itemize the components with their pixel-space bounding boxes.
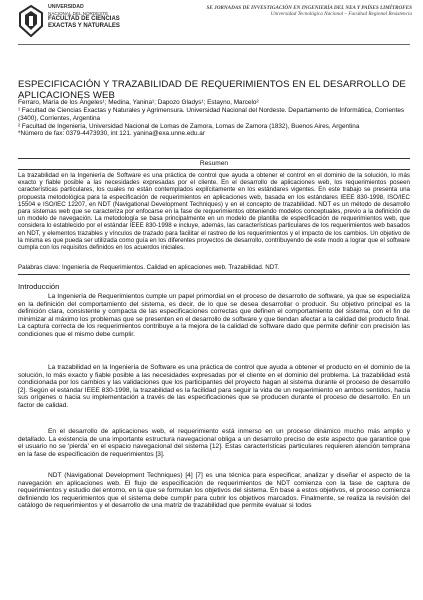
- affiliation-1: ¹ Facultad de Ciencias Exactas y Naturales y Agrimensura. Universidad Nacional del Nordeste. Departamento de Informática, Corrientes (3400), Corrientes, Argentina: [18, 107, 405, 122]
- conference-line-1: SE JORNADAS DE INVESTIGACIÓN EN INGENIERÍA DEL NEA Y PAÍSES LIMÍTROFES: [206, 5, 412, 11]
- logo-line-4: EXACTAS Y NATURALES: [48, 22, 120, 29]
- abstract-heading-bar: [18, 158, 410, 170]
- conference-line-2: Universidad Tecnológica Nacional – Facultad Regional Resistencia: [270, 11, 412, 18]
- paper-title: ESPECIFICACIÓN Y TRAZABILIDAD DE REQUERIMIENTOS EN EL DESARROLLO DE APLICACIONES WEB: [18, 79, 406, 101]
- logo-line-3: FACULTAD DE CIENCIAS: [48, 16, 120, 23]
- contact-line: *Número de fax: 0379-4473930, int 121. yanina@exa.unne.edu.ar: [18, 130, 205, 138]
- body-paragraph-4: NDT (Navigational Development Techniques) [4] [7] es una técnica para especificar, analizar y diseñar el aspecto de la navegación en aplicaciones web. El flujo de especificación de requerimientos de NDT comienza con la fase de captura de requerimientos y estudio del entorno, en la que se formulan los objetivos del sistema. En base a estos objetivos, el proceso comienza definiendo los requerimientos que el sistema debe cumplir para cubrir los objetivos marcados. Finalmente, se realiza la revisión del catálogo de requerimientos y el desarrollo de una matriz de trazabilidad que permite evaluar si todos: [18, 472, 410, 510]
- affiliations: [18, 107, 410, 138]
- logo-line-1: UNIVERSIDAD: [48, 4, 84, 10]
- logo-wordmark: [48, 5, 138, 30]
- abstract-heading: Resumen: [199, 160, 229, 167]
- unne-emblem-icon: [18, 4, 44, 38]
- body-paragraph-2: La trazabilidad en la Ingeniería de Software es una práctica de control que ayuda a obtener el producto en el dominio de la solución, lo más exacto y fiable posible a las necesidades expresadas por el cliente en el dominio del problema. La trazabilidad está condicionada por los cambios y las validaciones que los participantes del proyecto hagan al sistema durante el proceso de desarrollo [2]. Según el estándar IEEE 830-1998, la trazabilidad es la facilidad para seguir la vida de un requerimiento en ambos sentidos, hacia sus orígenes o hacia su implementación a través de las especificaciones que se producen durante el proceso de desarrollo. En un factor de calidad.: [18, 364, 410, 409]
- abstract-rule: [18, 274, 410, 275]
- header-rule: [18, 44, 410, 45]
- page-header: [0, 0, 423, 46]
- university-logo: [18, 4, 134, 40]
- conference-header: [150, 5, 412, 18]
- body-paragraph-1: La Ingeniería de Requerimientos cumple un papel primordial en el proceso de desarrollo de software, ya que se especializa en la definición del comportamiento del sistema, es decir, de lo que se desea desarrollar o producir. Su objetivo principal es la definición clara, consistente y compacta de las especificaciones correctas que definen el comportamiento del sistema, con el fin de minimizar al máximo los problemas que se presenten en el desarrollo de software y que tiendan afectar a la calidad del producto final. La captura correcta de los requerimientos contribuye a la mejora de la calidad de software dado que permite definir con precisión las condiciones que el mismo debe cumplir.: [18, 293, 410, 338]
- abstract-text: La trazabilidad en la Ingeniería de Software es una práctica de control que ayuda a obtener el control en el dominio de la solución, lo más exacto y fiable posible a las necesidades expresadas por el cliente. En el desarrollo de aplicaciones web, los requerimientos poseen características particulares, los cuales no están contemplados explícitamente en los estándares vigentes. En este trabajo se presenta una propuesta metodológica para la especificación de requerimientos en aplicaciones web, basada en los estándares IEEE 830-1998, ISO/IEC 15504 e ISO/IEC 12207, en NDT (Navigational Development Techniques) y en el concepto de trazabilidad. NDT es un método de desarrollo para sistemas web que se caracteriza por enfocarse en la fase de requerimientos obteniendo modelos conceptuales, previo a la definición de un modelo de navegación. La metodología se basa principalmente en un modelo de plantilla de especificación de requerimientos web, que considera lo establecido por el estándar IEEE 830-1998 e incluye, además, las características particulares de los requerimientos web basados en NDT, y elementos trazables y vínculos de trazado para facilitar el rastreo de los requerimientos y el impacto de los cambios. Un objetivo de la misma es que pueda ser utilizada como guía en los diferentes proyectos de desarrollo, contribuyendo de este modo a lograr que el software cumpla con los requisitos definidos en los acuerdos iniciales.: [18, 172, 410, 252]
- affiliation-2: ² Facultad de Ingeniería, Universidad Nacional de Lomas de Zamora, Lomas de Zamora (1832), Buenos Aires, Argentina: [18, 122, 360, 130]
- section-heading-introduction: Introducción: [18, 282, 60, 291]
- keywords: Palabras clave: Ingeniería de Requerimientos. Calidad en aplicaciones web. Trazabilidad. NDT.: [18, 264, 280, 271]
- author-list: Ferraro, María de los Ángeles¹; Medina, Yanina¹; Dapozo Gladys¹; Estayno, Marcelo²: [18, 99, 259, 106]
- body-paragraph-3: En el desarrollo de aplicaciones web, el requerimiento está inmerso en un proceso dinámico mucho más amplio y detallado. La existencia de una importante estructura navegacional obliga a un desarrollo preciso de este aspecto que garantice que el usuario no se 'pierda' en el espacio navegacional del sistema [12]. Estas características particulares requieren atención temprana en la fase de especificación de requerimientos [3].: [18, 428, 410, 458]
- logo-line-2: NACIONAL DEL NORDESTE: [48, 10, 109, 16]
